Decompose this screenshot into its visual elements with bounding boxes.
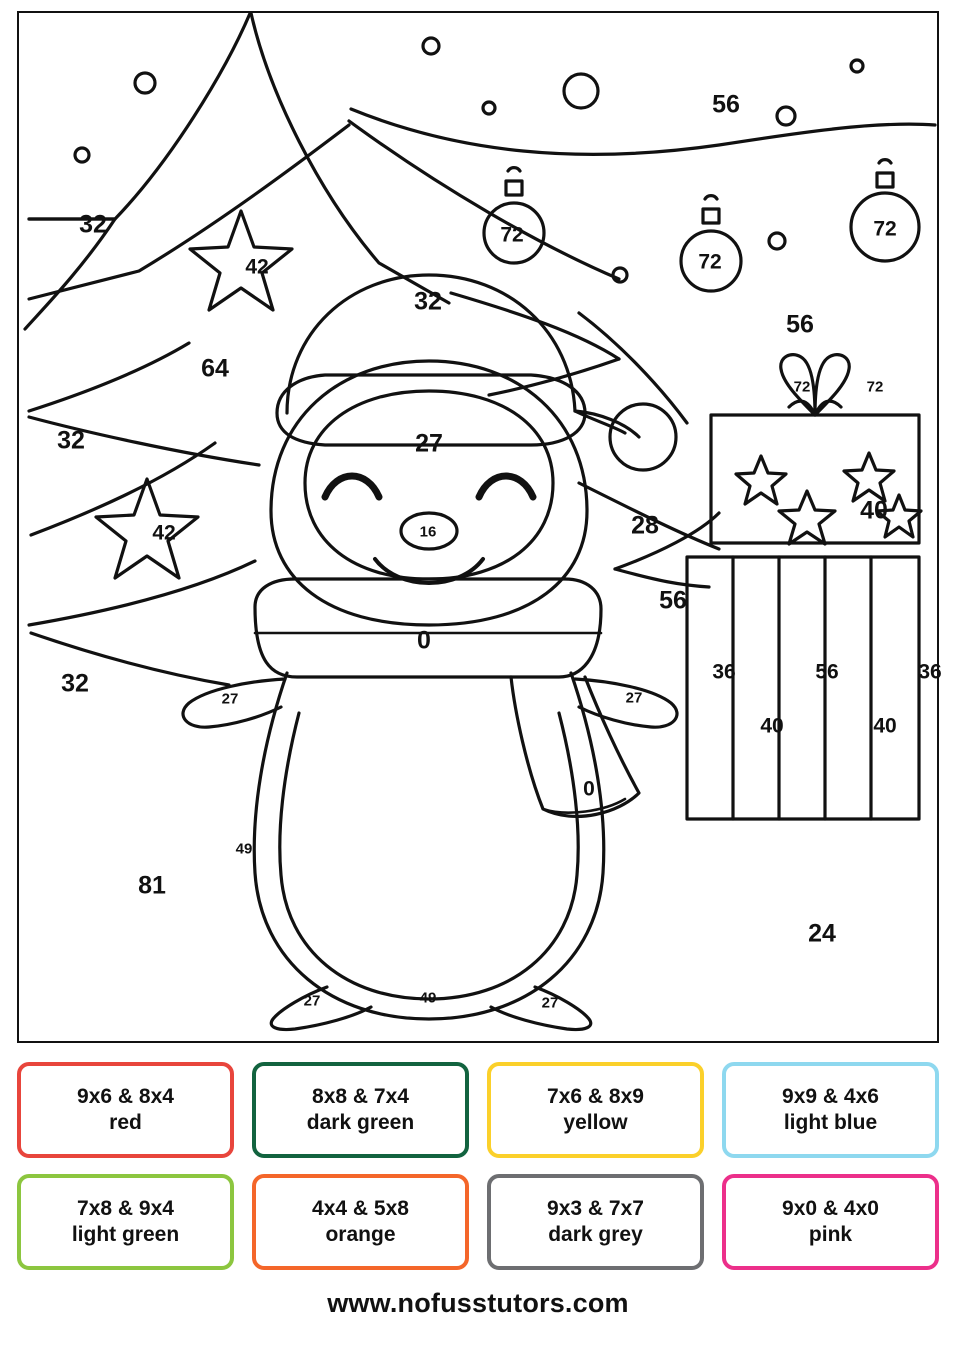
picture-number: 42	[245, 255, 269, 279]
legend-item-dark-green	[252, 1062, 469, 1158]
footer-website-url: www.nofusstutors.com	[327, 1288, 629, 1318]
picture-number: 56	[712, 90, 740, 119]
color-key-legend	[17, 1062, 939, 1270]
legend-facts: 4x4 & 5x8	[312, 1196, 409, 1220]
picture-number: 27	[303, 992, 321, 1010]
legend-color-label: pink	[808, 1223, 853, 1246]
picture-number: 40	[760, 714, 784, 738]
picture-number: 56	[786, 310, 814, 339]
legend-color-label: light green	[71, 1223, 180, 1246]
legend-item-red	[17, 1062, 234, 1158]
picture-number: 32	[79, 210, 107, 239]
picture-number: 27	[625, 689, 643, 707]
legend-facts: 9x9 & 4x6	[782, 1084, 879, 1108]
legend-item-orange	[252, 1174, 469, 1270]
picture-number: 32	[414, 287, 442, 316]
legend-color-label: light blue	[783, 1111, 878, 1134]
picture-number: 27	[221, 690, 239, 708]
legend-facts: 9x3 & 7x7	[547, 1196, 644, 1220]
picture-number: 36	[712, 660, 736, 684]
picture-number: 49	[419, 989, 437, 1007]
picture-number: 0	[417, 626, 431, 655]
picture-number: 49	[235, 840, 253, 858]
picture-number: 56	[659, 586, 687, 615]
picture-number: 56	[815, 660, 839, 684]
picture-number: 40	[860, 496, 888, 525]
picture-number: 32	[57, 426, 85, 455]
coloring-picture-panel	[17, 11, 942, 1043]
picture-number: 72	[866, 378, 884, 396]
legend-color-label: orange	[325, 1223, 396, 1246]
picture-number: 36	[918, 660, 942, 684]
legend-item-dark-grey	[487, 1174, 704, 1270]
picture-number: 28	[631, 511, 659, 540]
picture-number: 32	[61, 669, 89, 698]
legend-item-light-blue	[722, 1062, 939, 1158]
legend-color-label: yellow	[563, 1111, 628, 1134]
picture-number: 27	[415, 429, 443, 458]
legend-facts: 7x8 & 9x4	[77, 1196, 174, 1220]
picture-number: 0	[583, 777, 595, 801]
legend-facts: 9x6 & 8x4	[77, 1084, 174, 1108]
legend-color-label: dark green	[306, 1111, 415, 1134]
picture-number: 72	[500, 223, 524, 247]
picture-number: 72	[793, 378, 811, 396]
picture-number: 27	[541, 994, 559, 1012]
legend-color-label: dark grey	[548, 1223, 643, 1246]
picture-number: 40	[873, 714, 897, 738]
legend-facts: 8x8 & 7x4	[312, 1084, 409, 1108]
picture-number: 16	[419, 523, 437, 541]
picture-number: 72	[873, 217, 897, 241]
legend-color-label: red	[109, 1111, 142, 1134]
legend-item-yellow	[487, 1062, 704, 1158]
picture-number: 72	[698, 250, 722, 274]
picture-number: 42	[152, 521, 176, 545]
picture-number: 81	[138, 871, 166, 900]
picture-number: 24	[808, 919, 836, 948]
legend-facts: 9x0 & 4x0	[782, 1196, 879, 1220]
legend-item-pink	[722, 1174, 939, 1270]
picture-number: 64	[201, 354, 229, 383]
legend-item-light-green	[17, 1174, 234, 1270]
legend-facts: 7x6 & 8x9	[547, 1084, 644, 1108]
